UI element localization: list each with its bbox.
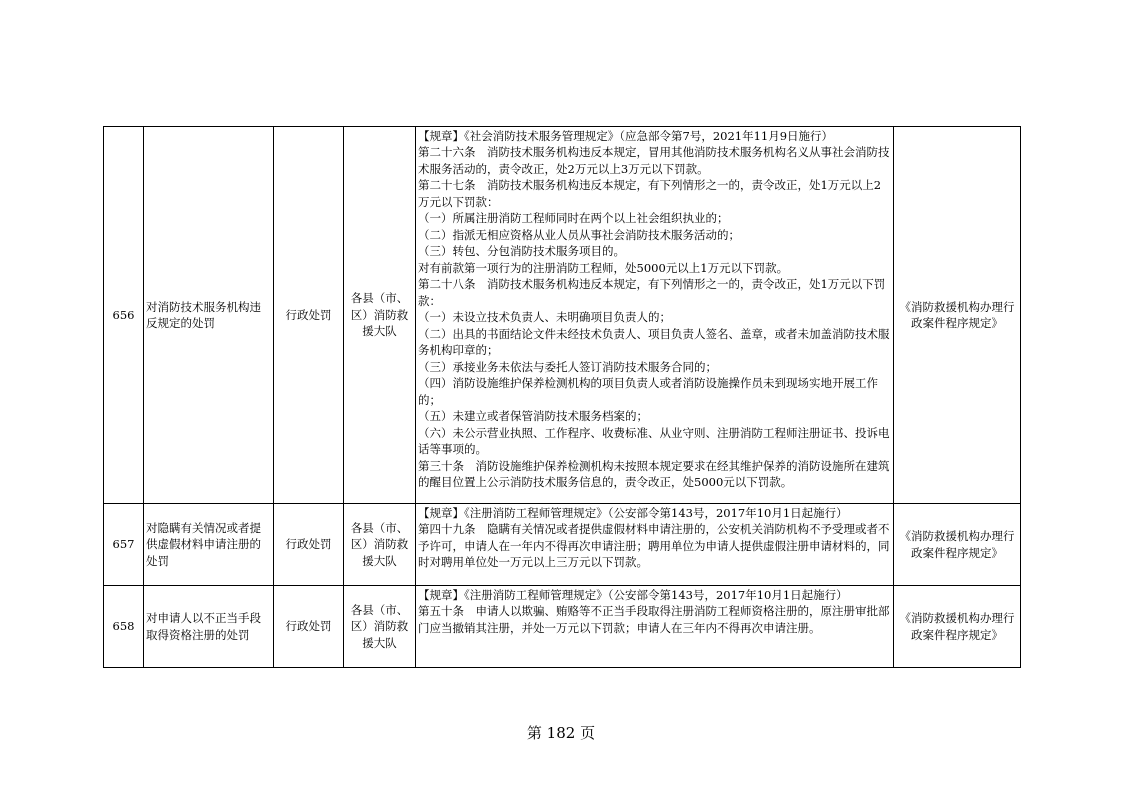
legal-basis bbox=[416, 504, 894, 586]
row-number: 658 bbox=[104, 586, 144, 668]
basis-line: 第二十七条 消防技术服务机构违反本规定，有下列情形之一的，责令改正，处1万元以上2万元以下罚款： bbox=[418, 178, 882, 209]
basis-line: （五）未建立或者保管消防技术服务档案的； bbox=[418, 409, 648, 423]
item-name: 对申请人以不正当手段取得资格注册的处罚 bbox=[144, 586, 274, 668]
basis-line: 第二十六条 消防技术服务机构违反本规定，冒用其他消防技术服务机构名义从事社会消防技术服务活动的，责令改正，处2万元以上3万元以下罚款。 bbox=[418, 145, 890, 176]
legal-basis bbox=[416, 127, 894, 504]
basis-line: （二）出具的书面结论文件未经技术负责人、项目负责人签名、盖章，或者未加盖消防技术服务机构印章的； bbox=[418, 326, 890, 357]
table-row bbox=[104, 127, 1021, 504]
legal-basis bbox=[416, 586, 894, 668]
basis-line: 【规章】《注册消防工程师管理规定》（公安部令第143号，2017年10月1日起施行） bbox=[418, 505, 848, 520]
responsible-department: 各县（市、区）消防救援大队 bbox=[344, 586, 416, 668]
basis-line: 第五十条 申请人以欺骗、贿赂等不正当手段取得注册消防工程师资格注册的，原注册审批部门应当撤销其注册，并处一万元以下罚款；申请人在三年内不得再次申请注册。 bbox=[418, 604, 890, 635]
responsible-department: 各县（市、区）消防救援大队 bbox=[344, 127, 416, 504]
basis-line: 对有前款第一项行为的注册消防工程师，处5000元以上1万元以下罚款。 bbox=[418, 260, 789, 275]
table-row bbox=[104, 586, 1021, 668]
basis-line: （三）承接业务未依法与委托人签订消防技术服务合同的； bbox=[418, 359, 717, 374]
page-number: 第 182 页 bbox=[526, 724, 596, 742]
basis-line: 第四十九条 隐瞒有关情况或者提供虚假材料申请注册的，公安机关消防机构不予受理或者不予许可，申请人在一年内不得再次申请注册；聘用单位为申请人提供虚假注册申请材料的，同时对聘用单位处一万元以上三万元以下罚款。 bbox=[418, 522, 890, 569]
basis-line: （二）指派无相应资格从业人员从事社会消防技术服务活动的； bbox=[418, 227, 740, 242]
row-number: 656 bbox=[104, 127, 144, 504]
item-category: 行政处罚 bbox=[274, 127, 344, 504]
basis-line: （六）未公示营业执照、工作程序、收费标准、从业守则、注册消防工程师注册证书、投诉电话等事项的。 bbox=[418, 425, 890, 456]
basis-line: 【规章】《注册消防工程师管理规定》（公安部令第143号，2017年10月1日起施行） bbox=[418, 587, 848, 602]
basis-line: （一）未设立技术负责人、未明确项目负责人的； bbox=[418, 310, 671, 324]
basis-line: 第三十条 消防设施维护保养检测机构未按照本规定要求在经其维护保养的消防设施所在建筑的醒目位置上公示消防技术服务信息的，责令改正，处5000元以下罚款。 bbox=[418, 458, 890, 489]
basis-line: （三）转包、分包消防技术服务项目的。 bbox=[418, 244, 625, 258]
procedure-rule: 《消防救援机构办理行政案件程序规定》 bbox=[894, 504, 1021, 586]
basis-line: （一）所属注册消防工程师同时在两个以上社会组织执业的； bbox=[418, 211, 729, 225]
procedure-rule: 《消防救援机构办理行政案件程序规定》 bbox=[894, 586, 1021, 668]
item-category: 行政处罚 bbox=[274, 504, 344, 586]
basis-line: 【规章】《社会消防技术服务管理规定》（应急部令第7号，2021年11月9日施行） bbox=[418, 128, 834, 143]
item-category: 行政处罚 bbox=[274, 586, 344, 668]
basis-line: （四）消防设施维护保养检测机构的项目负责人或者消防设施操作员未到现场实地开展工作的； bbox=[418, 376, 878, 407]
table-row bbox=[104, 504, 1021, 586]
item-name: 对消防技术服务机构违反规定的处罚 bbox=[144, 127, 274, 504]
basis-line: 第二十八条 消防技术服务机构违反本规定，有下列情形之一的，责令改正，处1万元以下罚款： bbox=[418, 277, 886, 308]
procedure-rule: 《消防救援机构办理行政案件程序规定》 bbox=[894, 127, 1021, 504]
item-name: 对隐瞒有关情况或者提供虚假材料申请注册的处罚 bbox=[144, 504, 274, 586]
law-table bbox=[103, 126, 1021, 668]
row-number: 657 bbox=[104, 504, 144, 586]
responsible-department: 各县（市、区）消防救援大队 bbox=[344, 504, 416, 586]
